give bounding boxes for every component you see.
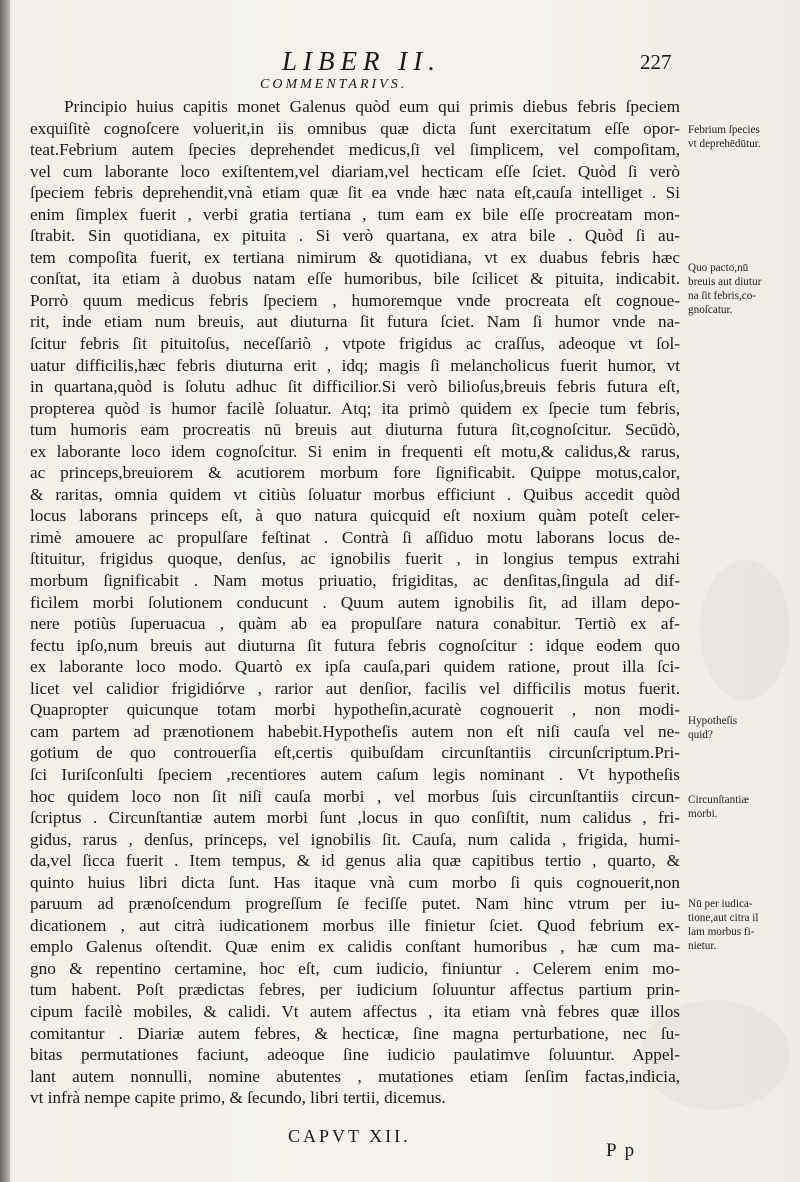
text-line: in quartana,quòd is ſolutu adhuc ſit difficilior.Si verò bilioſus,breuis febris futura eſt, [30, 377, 680, 397]
text-line: & raritas, omnia quidem vt citiùs ſoluatur morbus efficiunt . Quibus accedit quòd [30, 484, 680, 504]
text-line: rimè amouere ac propulſare feſtinat . Contrà ſi aſſiduo motu laborans locus de- [30, 527, 680, 547]
text-line: ſci Iuriſconſulti ſpeciem ,recentiores autem caſum legis nominant . Vt hypotheſis [30, 764, 680, 784]
text-line: quinto huius libri dicta ſunt. Has itaque vnà cum morbo ſi quis cognouerit,non [30, 872, 680, 892]
text-line: comitantur . Diariæ autem febres, & hecticæ, ſine magna perturbatione, nec ſu- [30, 1023, 680, 1043]
text-line: paruum ad prænoſcendum progreſſum ſe feciſſe putet. Nam hinc vtrum per iu- [30, 894, 680, 914]
text-line: tem compoſita fuerit, ex tertiana nimirum & quotidiana, vt ex duabus febris hæc [30, 247, 680, 267]
margin-note-line: tione,aut citra il [688, 912, 759, 924]
text-line: exquiſitè cognoſcere voluerit,in iis omnibus quæ dicta ſunt exercitatum eſſe opor- [30, 118, 680, 138]
text-line: uatur difficilis,hæc febris diuturna erit , idq; magis ſi melancholicus fuerit humor, vt [30, 355, 680, 375]
running-head [0, 40, 800, 80]
text-line: teat.Febrium autem ſpecies deprehendet medicus,ſi vel ſimplicem, vel compoſitam, [30, 140, 680, 160]
book-title: LIBER II. [282, 46, 441, 76]
text-line: morbum ſignificabit . Nam motus priuatio, frigiditas, ac denſitas,ſingula ad dif- [30, 571, 680, 591]
commentary-heading: COMMENTARIVS. [260, 77, 408, 92]
margin-note-line: Circunſtantiæ [688, 794, 749, 806]
margin-note-line: breuis aut diutur [688, 276, 762, 288]
text-line: vt infrà nempe capite primo, & ſecundo, libri tertii, dicemus. [30, 1088, 446, 1108]
text-line: ficilem morbi ſolutionem conducunt . Quum autem ignobilis ſit, ad illam depo- [30, 592, 680, 612]
text-line: dicationem , aut citrà iudicationem morbus ille finietur ſciet. Quod febrium ex- [30, 915, 680, 935]
margin-note-line: quid? [688, 729, 713, 741]
text-line: gno & repentino certamine, hoc eſt, cum iudicio, finiuntur . Celerem enim mo- [30, 958, 680, 978]
text-line: Principio huius capitis monet Galenus quòd eum qui primis diebus febris ſpeciem [64, 97, 680, 116]
binding-shadow [0, 0, 10, 1182]
margin-note-line: gnoſcatur. [688, 304, 733, 316]
text-line: hoc quidem loco non ſit niſi cauſa morbi , vel morbus ſuis circunſtantiis circun- [30, 786, 680, 806]
next-chapter-heading: CAPVT XII. [288, 1126, 411, 1146]
text-line: gotium de quo controuerſia eſt,certis quibuſdam circunſtantiis circunſcriptum.Pri- [30, 743, 680, 763]
text-line: ac princeps,breuiorem & acutiorem morbum fore ſignificabit. Quippe motus,calor, [30, 463, 680, 483]
text-line: ſpeciem febris deprehendit,vnà etiam quæ ſit ea vnde hæc nata eſt,cauſa intelliget . Si [30, 183, 680, 203]
text-line: gidus, rarus , denſus, princeps, vel ignobilis ſit. Cauſa, num calida , frigida, humi- [30, 829, 680, 849]
text-line: ex laborante loco modo. Quartò ex ipſa cauſa,pari quidem ratione, prout illa ſci- [30, 657, 680, 677]
margin-note-line: nietur. [688, 940, 717, 952]
text-line: Quapropter quicunque totam morbi hypotheſin,acuratè cognouerit , non modi- [30, 700, 680, 720]
text-line: propterea quòd is humor facilè ſoluatur. Atq; ita primò quidem ex ſpecie tum febris, [30, 398, 680, 418]
margin-note-line: Quo pacto,nū [688, 262, 749, 274]
text-line: ſtituitur, frigidus quoque, denſus, ac ignobilis fuerit , in longius tempus extrahi [30, 549, 680, 569]
text-line: ex laborante loco idem cognoſcitur. Si enim in frequenti eſt motu,& calidus,& rarus, [30, 441, 680, 461]
text-line: conſtat, ita etiam à duobus natam eſſe humoribus, bile ſcilicet & pituita, indicabit. [30, 269, 680, 289]
text-line: emplo Galenus oſtendit. Quæ enim ex calidis conſtant humoribus , hæ cum ma- [30, 937, 680, 957]
margin-note-circumstantiae [688, 793, 794, 821]
text-line: lant autem nonnulli, nomine abutentes , mutationes etiam ſenſim factas,indicia, [30, 1066, 680, 1086]
commentary-body [30, 96, 680, 1109]
text-line: locus laborans princeps eſt, à quo natura quicquid eſt noxium quàm poteſt celer- [30, 506, 680, 526]
text-line: cam partem ad prænotionem habebit.Hypotheſis autem non eſt niſi cauſa vel ne- [30, 721, 680, 741]
text-line: ſtrabit. Sin quotidiana, ex pituita . Si verò quartana, ex atra bile . Quòd ſi au- [30, 226, 680, 246]
margin-note-iudicatione [688, 897, 794, 953]
margin-note-quo-pacto [688, 261, 794, 317]
text-line: Porrò quum medicus febris ſpeciem , humoremque vnde procreata eſt cognoue- [30, 290, 680, 310]
margin-note-line: Nū per iudica- [688, 898, 753, 910]
page-number: 227 [640, 50, 672, 74]
margin-note-febrium-species [688, 123, 794, 151]
text-line: fectu ipſo,num breuis aut diuturna ſit futura febris cognoſcitur : idque eodem quo [30, 635, 680, 655]
margin-note-hypothesis [688, 714, 794, 742]
signature-mark: P p [606, 1140, 637, 1161]
text-line: licet vel calidior frigidiórve , rarior aut denſior, facilis vel difficilis motus fuerit. [30, 678, 680, 698]
margin-note-line: Hypotheſis [688, 715, 738, 727]
margin-note-line: Febrium ſpecies [688, 124, 760, 136]
text-line: vel cum laborante loco exiſtentem,vel diariam,vel hecticam eſſe ſciet. Quòd ſi verò [30, 161, 680, 181]
text-line: tum habent. Poſt prædictas febres, per iudicium ſoluuntur affectus partium prin- [30, 980, 680, 1000]
margin-note-line: morbi. [688, 808, 718, 820]
text-line: rit, inde etiam num breuis, aut diuturna ſit futura ſciet. Nam ſi humor vnde na- [30, 312, 680, 332]
margin-note-line: na ſit febris,co- [688, 290, 757, 302]
text-line: ſcitur febris ſit pituitoſus, neceſſariò , vtpote frigidus ac craſſus, adeoque vt ſol- [30, 334, 680, 354]
text-line: cipum facilè mobiles, & calidi. Vt autem affectus , ita etiam vnà febres quæ illos [30, 1001, 680, 1021]
text-line: ſcriptus . Circunſtantiæ autem morbi ſunt ,locus in quo conſiſtit, num calidus , fri- [30, 808, 680, 828]
paper-stain [700, 560, 790, 700]
text-line: nere potiùs ſuperuacua , quàm ab ea propulſare natura conabitur. Tertiò ex af- [30, 614, 680, 634]
text-line: tum humoris eam procreatis nū breuis aut diuturna futura ſit,cognoſcitur. Secūdò, [30, 420, 680, 440]
text-line: bitas permutationes faciunt, adeoque ſine iudicio paulatimve ſoluuntur. Appel- [30, 1045, 680, 1065]
margin-note-line: lam morbus fi- [688, 926, 755, 938]
text-line: da,vel ſicca fuerit . Item tempus, & id genus alia quæ capitibus tertio , quarto, & [30, 851, 680, 871]
text-line: enim ſimplex fuerit , verbi gratia tertiana , tum eam ex bile eſſe procreatam mon- [30, 204, 680, 224]
margin-note-line: vt deprehēdūtur. [688, 138, 761, 150]
